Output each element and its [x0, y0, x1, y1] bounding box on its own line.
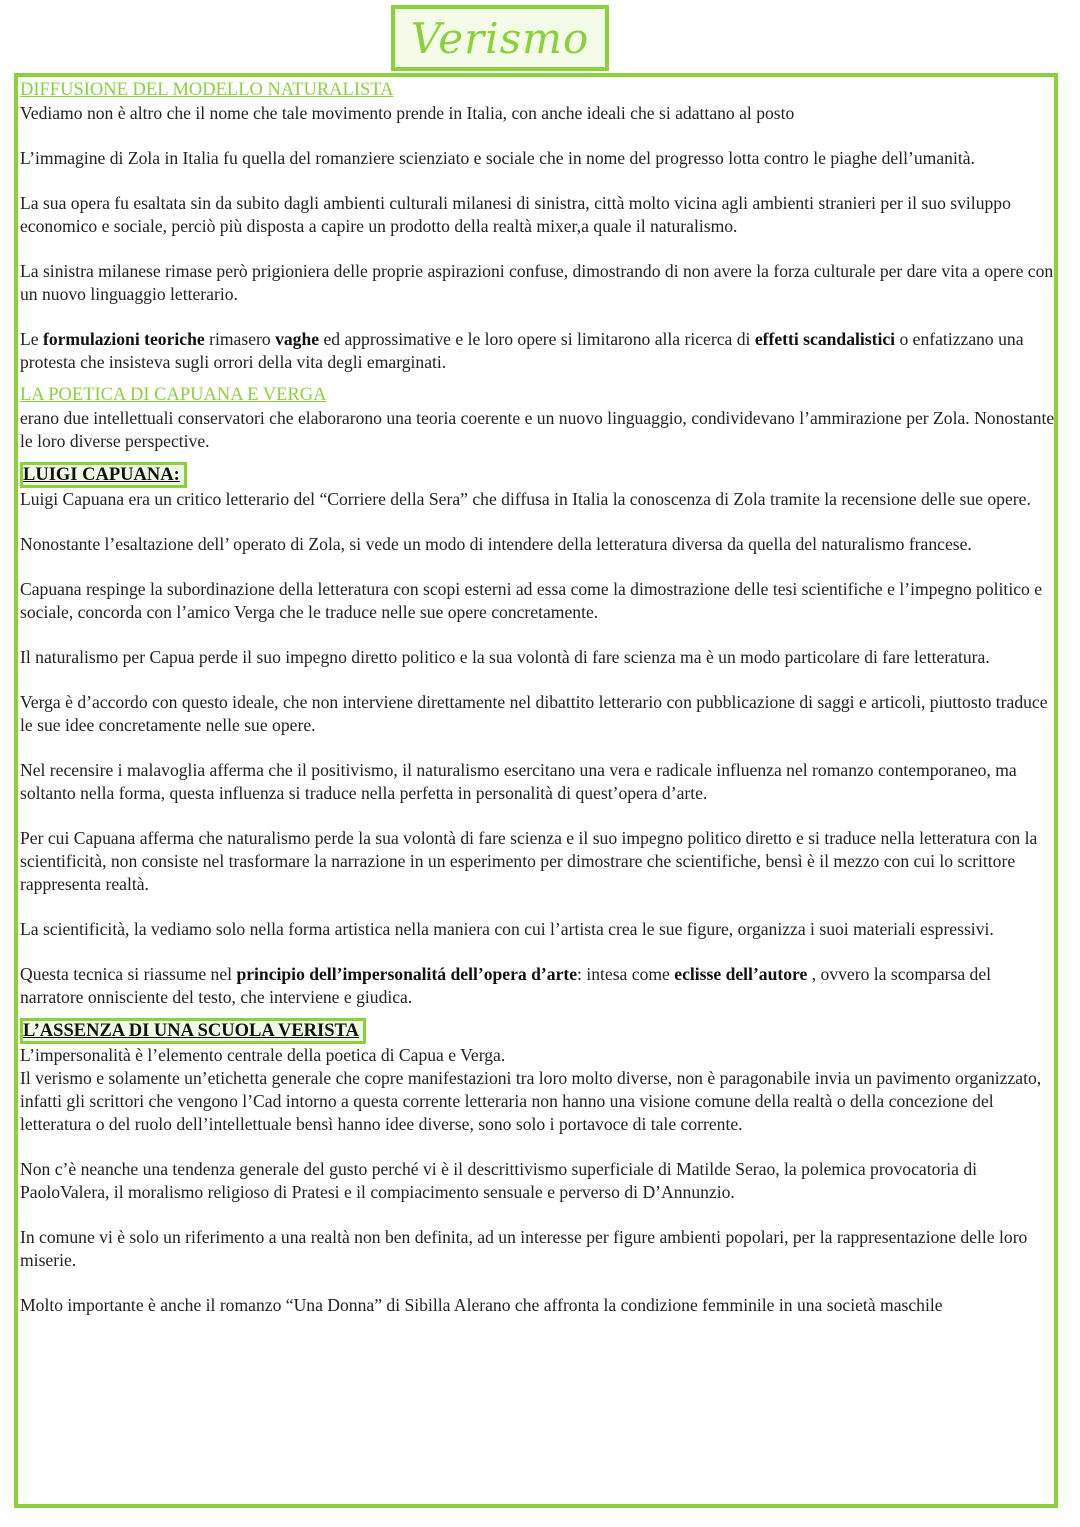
bold-term: formulazioni teoriche: [42, 329, 205, 349]
title-box: [391, 5, 609, 71]
section-capuana: [20, 462, 1056, 488]
bold-term: vaghe: [275, 329, 320, 349]
paragraph: Per cui Capuana afferma che naturalismo perde la sua volontà di fare scienza e il suo impegno politico diretto e si traduce nella letteratura con la scientificità, non consiste nel trasformare la narrazione in un esperimento per dimostrare che scientifiche, bensì è il mezzo con cui lo scrittore rappresenta realtà.: [20, 828, 1038, 894]
paragraph: In comune vi è solo un riferimento a una realtà non ben definita, ad un interesse per figure ambienti popolari, per la rappresentazione delle loro miserie.: [20, 1227, 1028, 1270]
bold-term: principio dell’impersonalitá dell’opera d’arte: [236, 964, 578, 984]
paragraph: Molto importante è anche il romanzo “Una Donna” di Sibilla Alerano che affronta la condizione femminile in una società maschile: [20, 1295, 943, 1315]
paragraph: La scientificità, la vediamo solo nella forma artistica nella maniera con cui l’artista crea le sue figure, organizza i suoi materiali espressivi.: [20, 919, 994, 939]
paragraph: L’impersonalità è l’elemento centrale della poetica di Capua e Verga.: [20, 1045, 506, 1065]
paragraph: Vediamo non è altro che il nome che tale movimento prende in Italia, con anche ideali che si adattano al posto: [20, 103, 795, 123]
section-assenza: [20, 1018, 1056, 1044]
section-poetica: [20, 383, 1056, 407]
paragraph: Le formulazioni teoriche rimasero vaghe ed approssimative e le loro opere si limitarono alla ricerca di effetti scandalistici o enfatizzano una protesta che insisteva sugli orrori della vita degli emarginati.: [20, 329, 1024, 372]
paragraph: Luigi Capuana era un critico letterario del “Corriere della Sera” che diffusa in Italia la conoscenza di Zola tramite la recensione delle sue opere.: [20, 489, 1031, 509]
paragraph: L’immagine di Zola in Italia fu quella del romanziere scienziato e sociale che in nome del progresso lotta contro le piaghe dell’umanità.: [20, 148, 975, 168]
page-title: Verismo: [410, 13, 590, 63]
paragraph: Nonostante l’esaltazione dell’ operato di Zola, si vede un modo di intendere della letteratura diversa da quella del naturalismo francese.: [20, 534, 972, 554]
paragraph: Il verismo e solamente un’etichetta generale che copre manifestazioni tra loro molto diverse, non è paragonabile invia un pavimento organizzato, infatti gli scrittori che vengono l’Cad intorno a questa corrente letteraria non hanno una visione comune della realtà o della concezione del letteratura o del ruolo dell’intellettuale bensì hanno idee diverse, sono solo i portavoce di tale corrente.: [20, 1068, 1042, 1134]
heading-poetica: LA POETICA DI CAPUANA E VERGA: [20, 385, 327, 405]
bold-term: eclisse dell’autore: [674, 964, 808, 984]
paragraph: La sua opera fu esaltata sin da subito dagli ambienti culturali milanesi di sinistra, città molto vicina agli ambienti stranieri per il suo sviluppo economico e sociale, perciò più disposta a capire un prodotto della realtà mixer,a quale il naturalismo.: [20, 193, 1011, 236]
paragraph: Nel recensire i malavoglia afferma che il positivismo, il naturalismo esercitano una vera e radicale influenza nel romanzo contemporaneo, ma soltanto nella forma, questa influenza si traduce nella perfetta in personalità di quest’opera d’arte.: [20, 760, 1017, 803]
bold-term: effetti scandalistici: [754, 329, 896, 349]
paragraph: Capuana respinge la subordinazione della letteratura con scopi esterni ad essa come la dimostrazione delle tesi scientifiche e l’impegno politico e sociale, concorda con l’amico Verga che le traduce nelle sue opere concretamente.: [20, 579, 1043, 622]
paragraph: erano due intellettuali conservatori che elaborarono una teoria coerente e un nuovo linguaggio, condividevano l’ammirazione per Zola. Nonostante le loro diverse perspective.: [20, 408, 1055, 451]
heading-capuana: LUIGI CAPUANA:: [20, 462, 187, 488]
paragraph: Il naturalismo per Capua perde il suo impegno diretto politico e la sua volontà di fare scienza ma è un modo particolare di fare letteratura.: [20, 647, 990, 667]
notes-content: [20, 78, 1056, 1317]
heading-assenza: L’ASSENZA DI UNA SCUOLA VERISTA: [20, 1018, 366, 1044]
paragraph: Verga è d’accordo con questo ideale, che non interviene direttamente nel dibattito letterario con pubblicazione di saggi e articoli, piuttosto traduce le sue idee concretamente nelle sue opere.: [20, 692, 1048, 735]
heading-diffusione: DIFFUSIONE DEL MODELLO NATURALISTA: [20, 80, 394, 100]
paragraph: Questa tecnica si riassume nel principio dell’impersonalitá dell’opera d’arte: intesa come eclisse dell’autore , ovvero la scomparsa del narratore onnisciente del testo, che interviene e giudica.: [20, 964, 992, 1007]
paragraph: Non c’è neanche una tendenza generale del gusto perché vi è il descrittivismo superficiale di Matilde Serao, la polemica provocatoria di PaoloValera, il moralismo religioso di Pratesi e il compiacimento sensuale e perverso di D’Annunzio.: [20, 1159, 978, 1202]
paragraph: La sinistra milanese rimase però prigioniera delle proprie aspirazioni confuse, dimostrando di non avere la forza culturale per dare vita a opere con un nuovo linguaggio letterario.: [20, 261, 1054, 304]
